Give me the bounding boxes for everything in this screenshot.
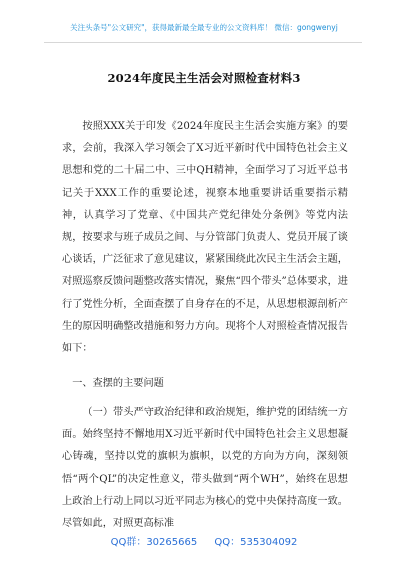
footer-qq-group: QQ群：30265665 — [110, 537, 198, 548]
section-heading: 一、查摆的主要问题 — [72, 378, 164, 389]
body-paragraph-intro: 按照XXX关于印发《2024年度民主生活会实施方案》的要求，会前，我深入学习领会了X习近平新时代中国特色社会主义思想和党的二十届二中、三中QH精神，全面学习了习近平总书记关于XXX工作的重要论述，视察本地重要讲话重要指示精神，认真学习了党章、《中国共产党纪律处分条例》等党内法规，按要求与班子成员之间、与分管部门负责人、党员开展了谈心谈话，广泛征求了意见建议，紧紧围绕此次民主生活会主题，对照巡察反馈问题整改落实情况，聚焦“四个带头”总体要求，进行了党性分析，全面查摆了自身存在的不足，从思想根源剖析产生的原因明确整改措施和努力方向。现将个人对照检查情况报告如下： — [62, 121, 348, 355]
document-title: 2024年度民主生活会对照检查材料3 — [107, 71, 301, 85]
body-paragraph-point-1: （一）带头严守政治纪律和政治规矩，维护党的团结统一方面。始终坚持不懈地用X习近平新时代中国特色社会主义思想凝心铸魂，坚持以党的旗帜为旗帜，以党的方向为方向，深刻领悟“两个QL”的决定性意义，带头做到“两个WH”，始终在思想上政治上行动上同以习近平同志为核心的党中央保持高度一致。尽管如此，对照更高标准 — [62, 407, 348, 530]
header-banner: 关注头条号"公文研究"，获得最新最全最专业的公文资料库！ 微信：gongwenyj — [70, 23, 338, 32]
header-divider — [44, 42, 362, 43]
footer-contact — [0, 533, 408, 548]
footer-qq-number: QQ：535304092 — [214, 537, 298, 548]
